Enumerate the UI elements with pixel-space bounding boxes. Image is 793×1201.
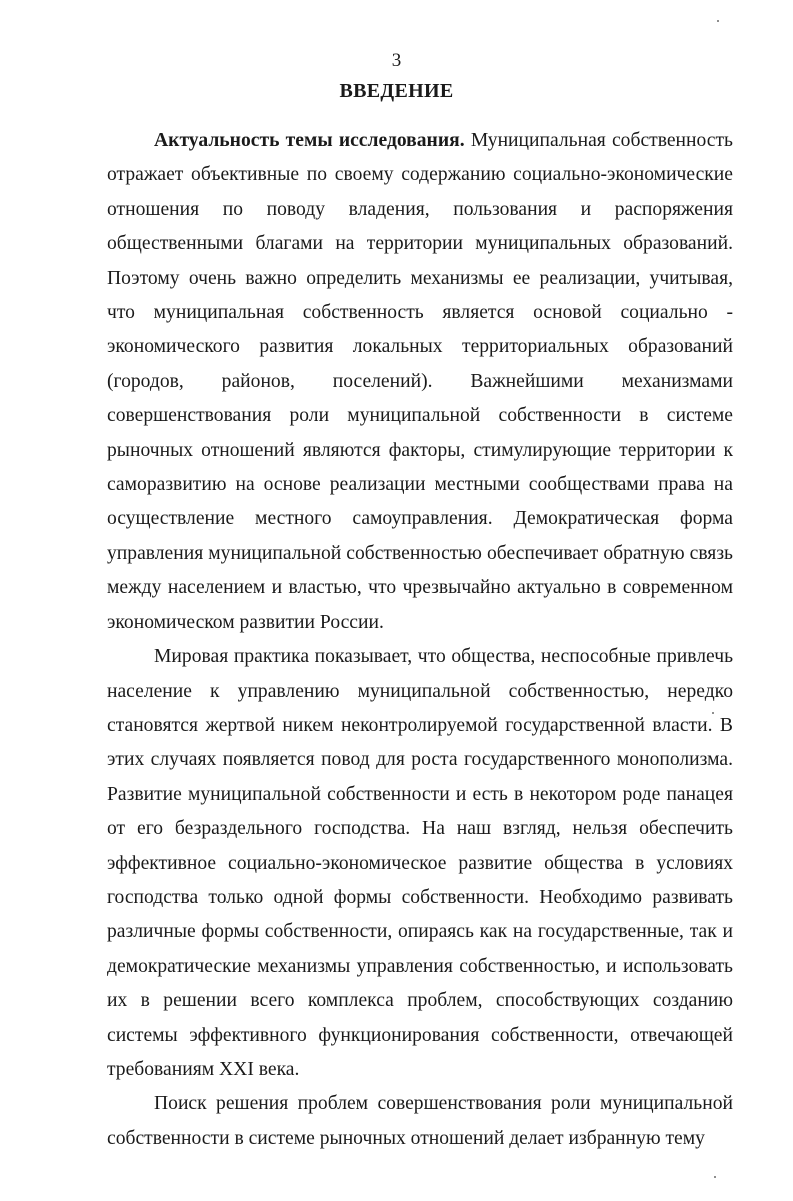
paragraph-relevance (107, 124, 733, 640)
scan-speck (714, 1176, 716, 1178)
paragraph-text: Мировая практика показывает, что общества, неспособные привлечь население к управлению муниципальной собственностью, нередко становятся жертвой никем неконтролируемой государственной власти. В этих случаях появляется повод для роста государственного монополизма. Развитие муниципальной собственности и есть в некотором роде панацея от его безраздельного господства. На наш взгляд, нельзя обеспечить эффективное социально-экономическое развитие общества в условиях господства только одной формы собственности. Необходимо развивать различные формы собственности, опираясь как на государственные, так и демократические механизмы управления собственностью, и использовать их в решении всего комплекса проблем, способствующих созданию системы эффективного функционирования собственности, отвечающей требованиям XXI века. (107, 646, 733, 1080)
scan-speck (712, 712, 714, 714)
paragraph-search (107, 1087, 733, 1156)
paragraph-text: Муниципальная собственность отражает объективные по своему содержанию социально-экономические отношения по поводу владения, пользования и распоряжения общественными благами на территории муниципальных образований. Поэтому очень важно определить механизмы ее реализации, учитывая, что муниципальная собственность является основой социально - экономического развития локальных территориальных образований (городов, районов, поселений). Важнейшими механизмами совершенствования роли муниципальной собственности в системе рыночных отношений являются факторы, стимулирующие территории к саморазвитию на основе реализации местными сообществами права на осуществление местного самоуправления. Демократическая форма управления муниципальной собственностью обеспечивает обратную связь между населением и властью, что чрезвычайно актуально в современном экономическом развитии России. (107, 130, 733, 633)
page-title: ВВЕДЕНИЕ (339, 80, 454, 102)
paragraph-world-practice (107, 640, 733, 1087)
scan-speck (717, 20, 719, 22)
paragraph-lead: Актуальность темы исследования. (154, 130, 465, 151)
page-number: 3 (391, 50, 402, 71)
document-body (107, 124, 733, 1156)
paragraph-text: Поиск решения проблем совершенствования роли муниципальной собственности в системе рыночных отношений делает избранную тему (107, 1093, 733, 1149)
